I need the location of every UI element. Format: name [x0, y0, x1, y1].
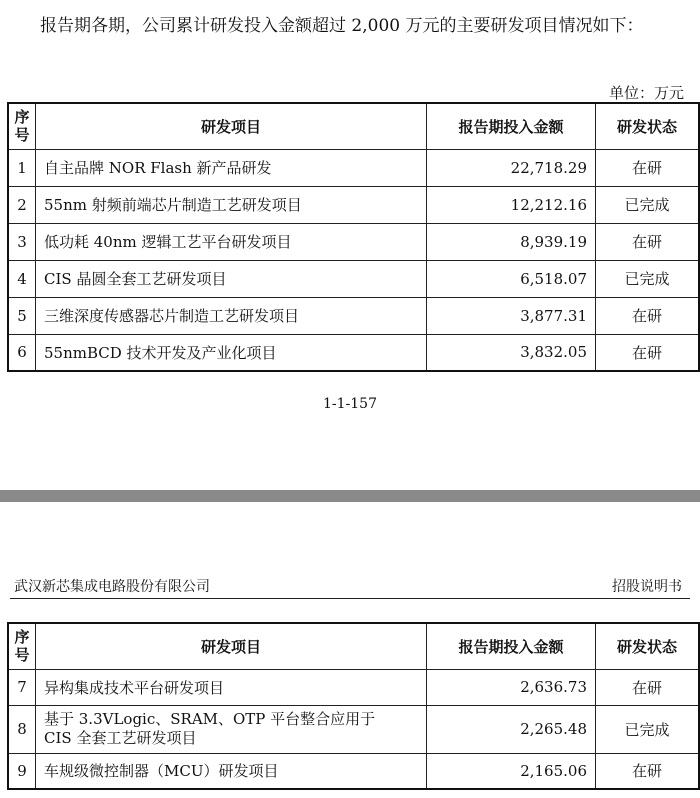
table-row: [8, 334, 699, 371]
rd-projects-table-1: [7, 102, 700, 372]
table-row: [8, 149, 699, 186]
row-status: 在研: [596, 334, 700, 371]
table-row: [8, 753, 699, 789]
row-status: 在研: [596, 669, 700, 705]
table-header-row: [8, 103, 699, 149]
row-amount: 6,518.07: [427, 260, 596, 297]
header-project: 研发项目: [36, 103, 427, 149]
table-row: [8, 186, 699, 223]
row-amount: 8,939.19: [427, 223, 596, 260]
row-status: 在研: [596, 297, 700, 334]
header-divider: [10, 598, 690, 599]
header-status: 研发状态: [596, 623, 700, 669]
row-status: 已完成: [596, 186, 700, 223]
header-seq-line1: 序: [14, 108, 30, 127]
row-status: 在研: [596, 223, 700, 260]
row-status: 在研: [596, 149, 700, 186]
row-project: 三维深度传感器芯片制造工艺研发项目: [36, 297, 427, 334]
row-seq: 8: [8, 705, 36, 753]
header-seq-line1: 序: [14, 628, 30, 647]
header-seq-line2: 号: [14, 126, 30, 145]
row-project-line2: CIS 全套工艺研发项目: [44, 729, 197, 747]
row-project: 自主品牌 NOR Flash 新产品研发: [36, 149, 427, 186]
table-row: [8, 669, 699, 705]
rd-projects-table-2: [7, 622, 700, 790]
header-status: 研发状态: [596, 103, 700, 149]
table-row: [8, 705, 699, 753]
header-amount: 报告期投入金额: [427, 103, 596, 149]
table-row: [8, 223, 699, 260]
row-amount: 2,165.06: [427, 753, 596, 789]
page-2: [0, 500, 700, 798]
row-seq: 7: [8, 669, 36, 705]
row-status: 已完成: [596, 705, 700, 753]
row-amount: 2,636.73: [427, 669, 596, 705]
row-seq: 2: [8, 186, 36, 223]
row-amount: 22,718.29: [427, 149, 596, 186]
row-seq: 1: [8, 149, 36, 186]
row-seq: 3: [8, 223, 36, 260]
row-project-line1: 基于 3.3VLogic、SRAM、OTP 平台整合应用于: [44, 710, 376, 728]
row-project: 车规级微控制器（MCU）研发项目: [36, 753, 427, 789]
row-project: 低功耗 40nm 逻辑工艺平台研发项目: [36, 223, 427, 260]
row-seq: 4: [8, 260, 36, 297]
table-row: [8, 260, 699, 297]
table-row: [8, 297, 699, 334]
company-header: 武汉新芯集成电路股份有限公司: [14, 579, 210, 595]
row-project: 55nmBCD 技术开发及产业化项目: [36, 334, 427, 371]
row-seq: 5: [8, 297, 36, 334]
document-header: 招股说明书: [612, 579, 682, 595]
row-amount: 3,832.05: [427, 334, 596, 371]
row-project: [36, 705, 427, 753]
row-project: 55nm 射频前端芯片制造工艺研发项目: [36, 186, 427, 223]
row-amount: 3,877.31: [427, 297, 596, 334]
header-project: 研发项目: [36, 623, 427, 669]
row-status: 在研: [596, 753, 700, 789]
header-amount: 报告期投入金额: [427, 623, 596, 669]
header-seq: [8, 623, 36, 669]
header-seq-line2: 号: [14, 646, 30, 665]
table-header-row: [8, 623, 699, 669]
row-status: 已完成: [596, 260, 700, 297]
row-seq: 9: [8, 753, 36, 789]
intro-paragraph: 报告期各期，公司累计研发投入金额超过 2,000 万元的主要研发项目情况如下：: [40, 16, 644, 36]
page-number: 1-1-157: [323, 396, 377, 412]
row-seq: 6: [8, 334, 36, 371]
row-project: 异构集成技术平台研发项目: [36, 669, 427, 705]
row-amount: 2,265.48: [427, 705, 596, 753]
header-seq: [8, 103, 36, 149]
row-amount: 12,212.16: [427, 186, 596, 223]
row-project: CIS 晶圆全套工艺研发项目: [36, 260, 427, 297]
unit-label: 单位：万元: [608, 84, 684, 102]
